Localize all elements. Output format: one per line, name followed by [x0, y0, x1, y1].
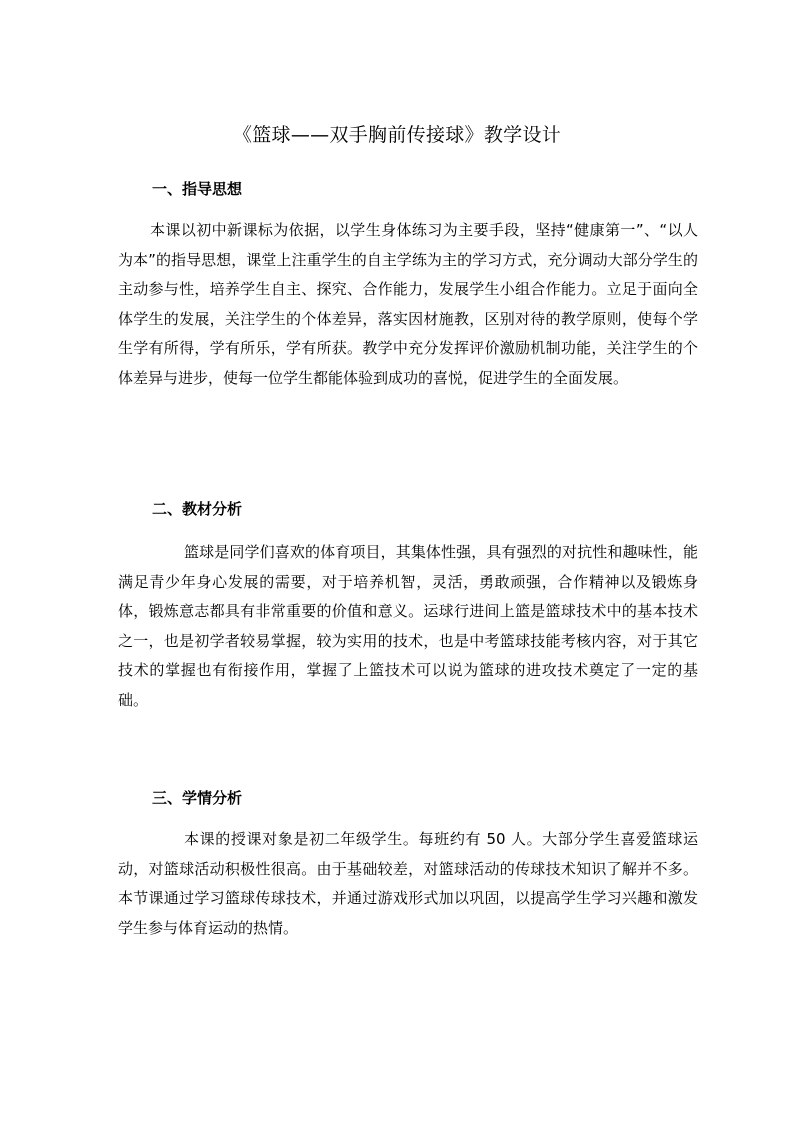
section-paragraph-student-analysis: 本课的授课对象是初二年级学生。每班约有 50 人。大部分学生喜爱篮球运动，对篮球活动积极性很高。由于基础较差，对篮球活动的传球技术知识了解并不多。本节课通过学习篮球传球技术，并通过游戏形式加以巩固，以提高学生学习兴趣和激发学生参与体育运动的热情。: [118, 830, 698, 937]
section-heading-material-analysis: 二、教材分析: [152, 500, 243, 518]
section-paragraph-guiding-ideology: 本课以初中新课标为依据，以学生身体练习为主要手段，坚持“健康第一”、“以人为本”的指导思想，课堂上注重学生的自主学练为主的学习方式，充分调动大部分学生的主动参与性，培养学生自主、探究、合作能力，发展学生小组合作能力。立足于面向全体学生的发展，关注学生的个体差异，落实因材施教，区别对待的教学原则，使每个学生学有所得，学有所乐，学有所获。教学中充分发挥评价激励机制功能，关注学生的个体差异与进步，使每一位学生都能体验到成功的喜悦，促进学生的全面发展。: [118, 221, 698, 387]
document-title: 《篮球——双手胸前传接球》教学设计: [232, 124, 562, 146]
section-heading-guiding-ideology: 一、指导思想: [152, 180, 243, 198]
section-heading-student-analysis: 三、学情分析: [152, 789, 243, 807]
section-paragraph-material-analysis: 篮球是同学们喜欢的体育项目，其集体性强，具有强烈的对抗性和趣味性，能满足青少年身心发展的需要，对于培养机智，灵活，勇敢顽强，合作精神以及锻炼身体，锻炼意志都具有非常重要的价值和意义。运球行进间上篮是篮球技术中的基本技术之一，也是初学者较易掌握，较为实用的技术，也是中考篮球技能考核内容，对于其它技术的掌握也有衔接作用，掌握了上篮技术可以说为篮球的进攻技术奠定了一定的基础。: [118, 543, 698, 709]
